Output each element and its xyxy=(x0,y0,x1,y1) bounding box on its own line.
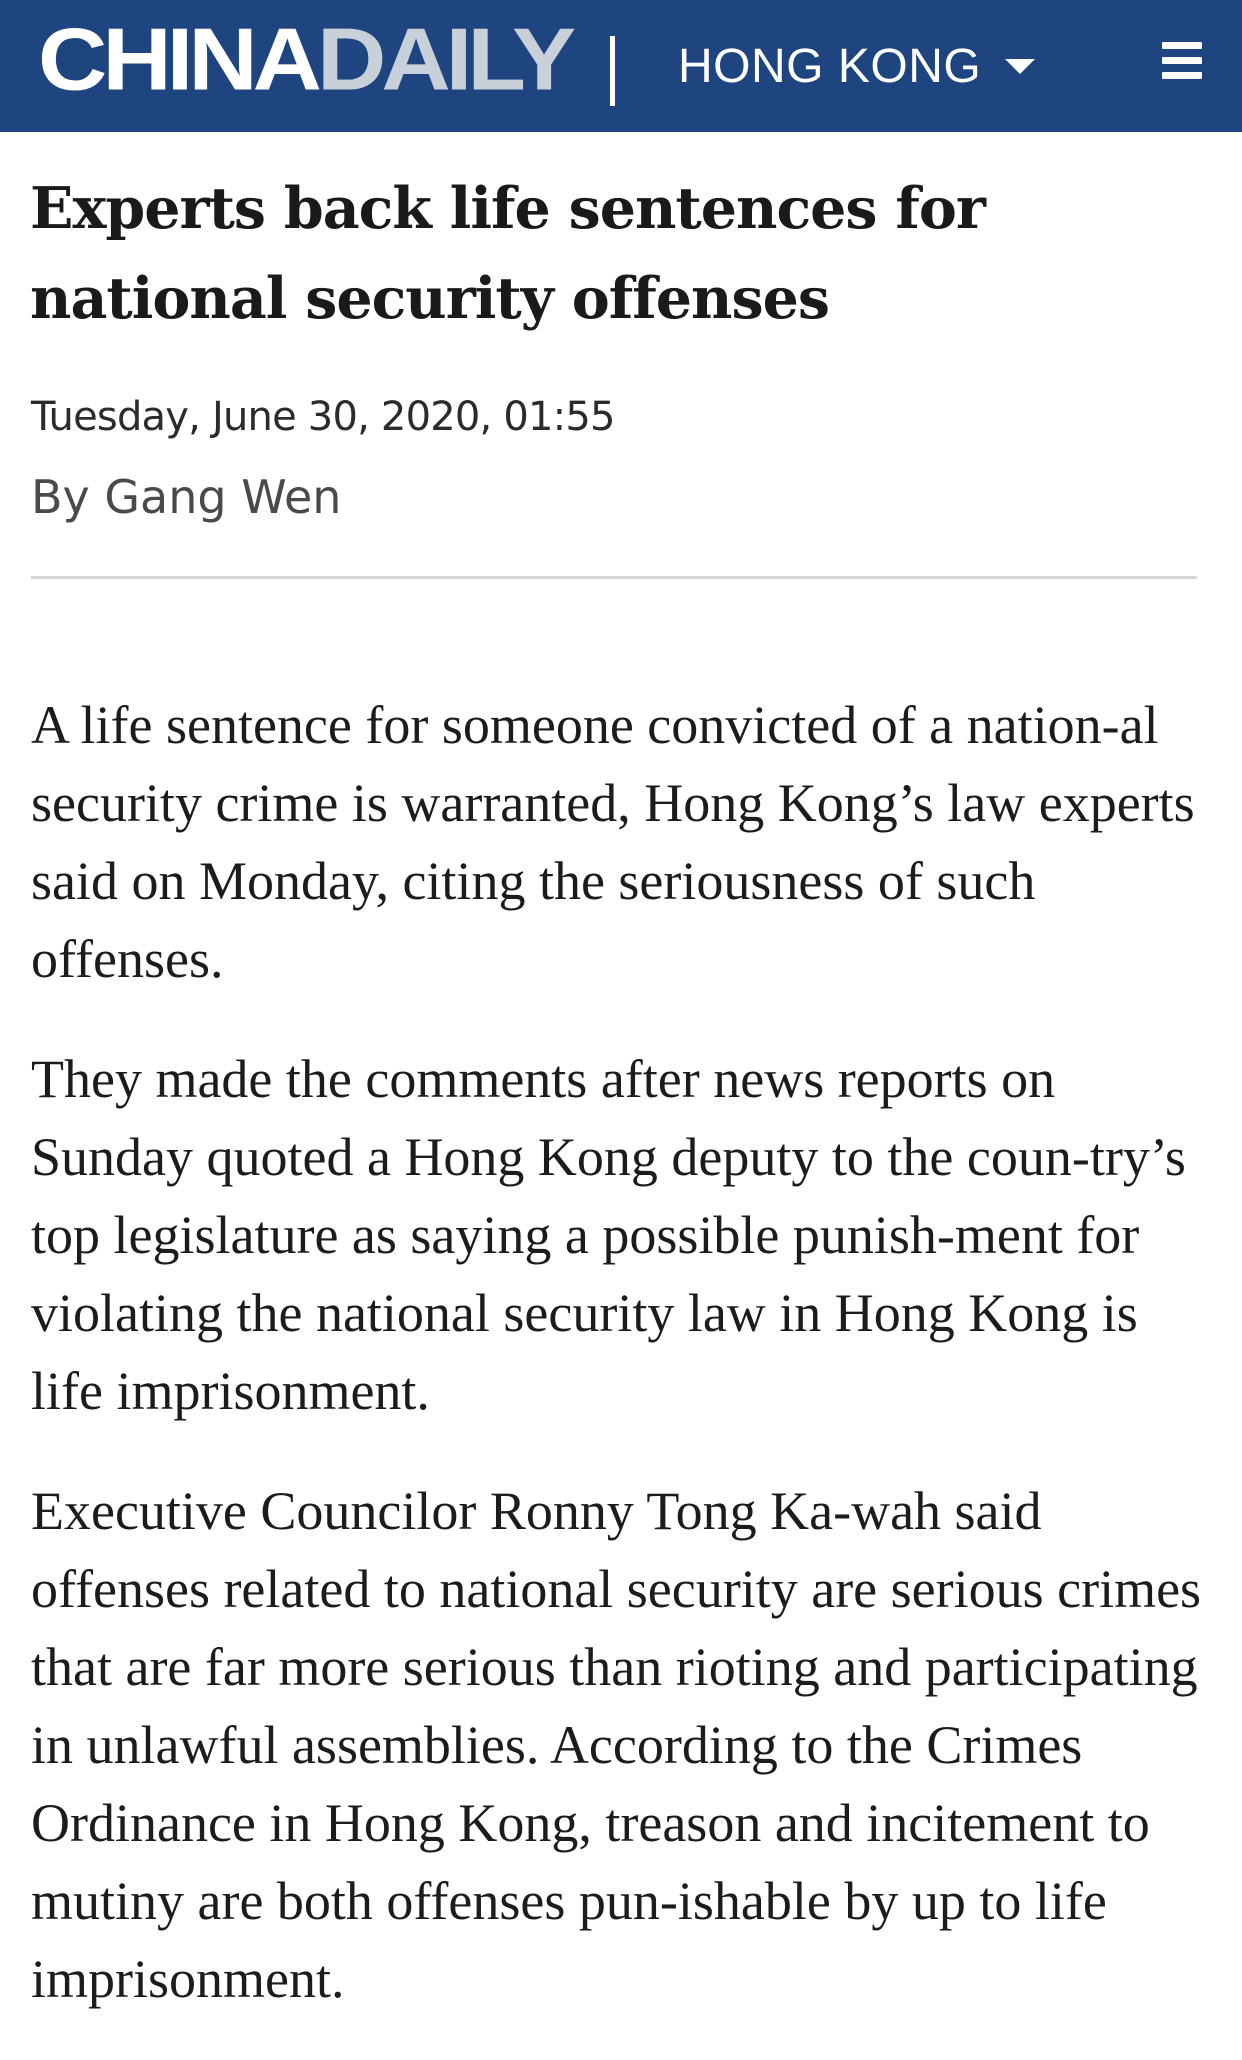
top-navigation-bar xyxy=(0,0,1242,132)
logo-daily-text: DAILY xyxy=(316,10,572,109)
article-date: Tuesday, June 30, 2020, 01:55 xyxy=(31,394,615,440)
header-divider xyxy=(610,36,615,106)
hamburger-menu-icon[interactable] xyxy=(1162,42,1202,80)
article-body xyxy=(31,686,1211,2060)
caret-down-icon xyxy=(1005,59,1035,74)
section-dropdown-label: HONG KONG xyxy=(678,39,982,93)
article-paragraph: A life sentence for someone convicted of a nation-al security crime is warranted, Hong Kong’s law experts said on Monday, citing the seriousness of such offenses. xyxy=(31,695,1195,989)
section-dropdown[interactable] xyxy=(678,36,1035,96)
menu-line xyxy=(1162,72,1202,79)
china-daily-logo[interactable] xyxy=(38,10,572,109)
logo-china-text: CHINA xyxy=(38,10,317,109)
article-paragraph: They made the comments after news reports on Sunday quoted a Hong Kong deputy to the coun-try’s top legislature as saying a possible punish-ment for violating the national security law in Hong Kong is life imprisonment. xyxy=(31,1049,1186,1421)
menu-line xyxy=(1162,42,1202,49)
header-rule xyxy=(31,576,1197,579)
article-title: Experts back life sentences for national security offenses xyxy=(30,175,985,332)
article-byline: By Gang Wen xyxy=(31,470,342,524)
menu-line xyxy=(1162,57,1202,64)
article-paragraph: Executive Councilor Ronny Tong Ka-wah said offenses related to national security are serious crimes that are far more serious than rioting and participating in unlawful assemblies. According to the Crimes Ordinance in Hong Kong, treason and incitement to mutiny are both offenses pun-ishable by up to life imprisonment. xyxy=(31,1481,1202,2009)
